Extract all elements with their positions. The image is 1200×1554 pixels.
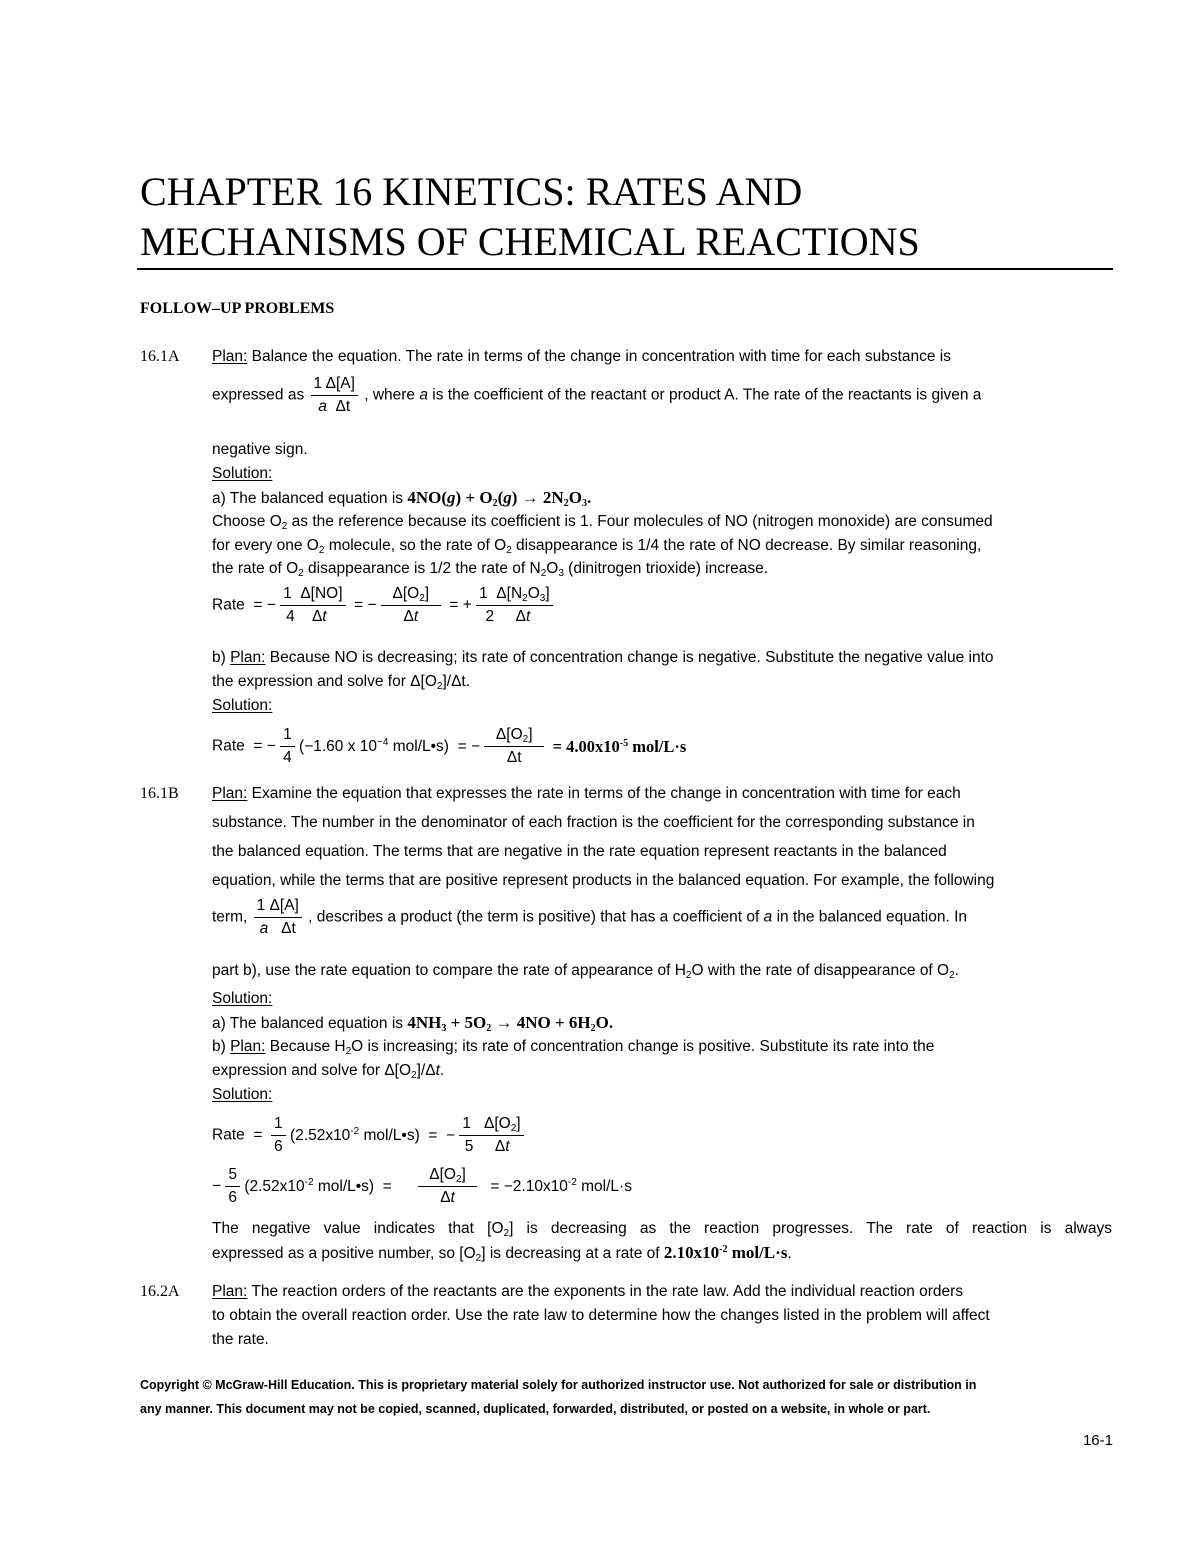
plan-label-16-2a: Plan: (212, 1283, 248, 1300)
solution-label-16-1a (212, 464, 272, 484)
after-fraction-text: , where a is the coefficient of the reactant or product A. The rate of the reactants is given a (364, 386, 982, 404)
term-label: term, (212, 908, 248, 926)
plan-16-1a (212, 347, 951, 367)
frac-quarter: $\frac{1}{4}$ (280, 725, 295, 768)
b-plan-label: Plan: (230, 649, 266, 666)
copyright-line-1: Copyright © McGraw-Hill Education. This is proprietary material solely for authorized instructor use. Not authorized for sale or distribution in (140, 1378, 977, 1392)
term-line (212, 896, 967, 939)
term-fraction: $\frac{1 \Delta[A]}{\text{a Δt}}$ (254, 896, 302, 939)
problem-number-16-2a: 16.2A (140, 1283, 180, 1300)
frac-o2: $\frac{\Delta[O_2]}{\Delta t}$ (381, 584, 441, 627)
b-plan-16-1a (212, 648, 994, 668)
solution-16-1b-text: Solution: (212, 990, 273, 1007)
plan-16-1b-text-1: Examine the equation that expresses the rate in terms of the change in concentration with time for each (247, 785, 961, 802)
plan-16-2a-line-1 (212, 1282, 963, 1302)
balanced-eq-formula: $4NO(g) + O_2(g) \to 2N_2O_3$. (407, 488, 592, 509)
title-rule (137, 268, 1113, 270)
expressed-line (212, 374, 981, 417)
b-plan-line-2: the expression and solve for $\Delta[O_2]/\Delta t$. (212, 673, 471, 692)
solution-label-16-1a-b (212, 696, 272, 716)
frac-no: $\frac{1 \Delta[NO]}{4 \Delta t}$ (280, 584, 345, 627)
negative-sign-line: negative sign. (212, 441, 308, 458)
plan-16-1b-line-3: the balanced equation. The terms that are negative in the rate equation represent reactants in the balanced (212, 843, 947, 860)
b-prefix: b) (212, 649, 231, 666)
page-number: 16-1 (1082, 1432, 1113, 1449)
frac-o2-b: $\frac{\Delta[O_2]}{\Delta t}$ (484, 725, 544, 768)
balanced-eq-label: a) The balanced equation is (212, 490, 408, 507)
solution-16-1b-b-text: Solution: (212, 1086, 273, 1103)
b-plan-text: Because NO is decreasing; its rate of concentration change is negative. Substitute the negative value into (265, 649, 994, 666)
balanced-eq-formula-b: $4NH_3 + 5O_2 \to 4NO + 6H_2O$. (407, 1013, 614, 1034)
rate-label-3: Rate (212, 1126, 245, 1144)
plan-16-1b-line-2: substance. The number in the denominator of each fraction is the coefficient for the corresponding substance in (212, 814, 975, 831)
rate-label-2: Rate (212, 737, 245, 755)
plan-16-2a-text: The reaction orders of the reactants are the exponents in the rate law. Add the individual reaction orders (247, 1283, 964, 1300)
rate-fraction (311, 374, 358, 417)
problem-number-16-1a: 16.1A (140, 348, 180, 365)
frac-sixth: $\frac{1}{6}$ (271, 1114, 286, 1157)
problem-number-16-1b: 16.1B (140, 785, 179, 802)
b-plan-16-1b-line-2: expression and solve for $\Delta[O_2]/\Delta t$. (212, 1062, 445, 1081)
balanced-equation-a (212, 488, 591, 509)
b-prefix-b: b) (212, 1038, 231, 1055)
fraction-numerator: 1 Δ[A] (311, 374, 358, 396)
part-b-line: part b), use the rate equation to compare the rate of appearance of $H_2O$ with the rate of disappearance of $O_2$. (212, 962, 959, 981)
plan-text: Balance the equation. The rate in terms of the change in concentration with time for each substance is (247, 348, 951, 365)
b-plan-label-b: Plan: (230, 1038, 266, 1055)
plan-label: Plan: (212, 348, 248, 365)
choose-line-3: the rate of $O_2$ disappearance is 1/2 the rate of $N_2O_3$ (dinitrogen trioxide) increase. (212, 560, 769, 579)
frac-o2-c: $\frac{\Delta[O_2]}{\Delta t}$ (418, 1165, 478, 1208)
balanced-equation-16-1b (212, 1013, 613, 1034)
result-16-1a: = $4.00x10^{-5}$ mol/L·s (548, 736, 687, 756)
plan-label-16-1b: Plan: (212, 785, 248, 802)
frac-fifth-o2: $\frac{1 \Delta[O_2]}{5 \Delta t}$ (459, 1114, 523, 1157)
chapter-title-line-2: MECHANISMS OF CHEMICAL REACTIONS (140, 219, 920, 264)
chapter-title-line-1: CHAPTER 16 KINETICS: RATES AND (140, 169, 803, 214)
negative-value-line-2: expressed as a positive number, so $[O_2]$ is decreasing at a rate of $2.10x10^{-2}$ mol/L·s. (212, 1243, 792, 1264)
solution-label-16-1b-b (212, 1085, 272, 1105)
fraction-denominator: a Δt (318, 398, 351, 415)
rate-equation-1: Rate = − $\frac{1 \Delta[NO]}{4 \Delta t}$ = − $\frac{\Delta[O_2]}{\Delta t}$ = + $\frac{1 \Delta[N_2O_3]}{2 \Delta t}$ (212, 584, 553, 627)
negative-value-line-1: The negative value indicates that $[O_2]$ is decreasing as the reaction progresses. The rate of reaction is always (212, 1220, 1112, 1239)
rate-equation-2: Rate = − $\frac{1}{4}$ (−1.60 x $10^{-4}$ mol/L•s) = − $\frac{\Delta[O_2]}{\Delta t}$ = $4.00x10^{-5}$ mol/L·s (212, 726, 687, 766)
copyright-line-2: any manner. This document may not be copied, scanned, duplicated, forwarded, distributed, or posted on a website, in whole or part. (140, 1402, 931, 1416)
solution-label-16-1b (212, 989, 272, 1009)
rate-label: Rate (212, 596, 245, 614)
section-heading: FOLLOW–UP PROBLEMS (140, 300, 335, 317)
plan-16-1b-line-1 (212, 784, 961, 804)
choose-line-1: Choose $O_2$ as the reference because its coefficient is 1. Four molecules of NO (nitrogen monoxide) are consumed (212, 513, 993, 532)
result-16-1b: = $-2.10x10^{-2}$ mol/L·s (481, 1176, 632, 1195)
plan-16-2a-line-3: the rate. (212, 1331, 269, 1348)
term-after-text: , describes a product (the term is positive) that has a coefficient of a in the balanced equation. In (308, 908, 968, 926)
solution-text: Solution: (212, 465, 273, 482)
plan-16-2a-line-2: to obtain the overall reaction order. Use the rate law to determine how the changes listed in the problem will affect (212, 1307, 990, 1324)
choose-line-2: for every one $O_2$ molecule, so the rate of $O_2$ disappearance is 1/4 the rate of NO decrease. By similar reasoning, (212, 537, 982, 556)
expressed-label: expressed as (212, 386, 305, 404)
balanced-eq-label-b: a) The balanced equation is (212, 1015, 408, 1032)
solution-b-text: Solution: (212, 697, 273, 714)
b-plan-16-1b (212, 1037, 934, 1057)
b-plan-text-b: Because $H_2O$ is increasing; its rate of concentration change is positive. Substitute its rate into the (265, 1038, 935, 1057)
rate-equation-4: − $\frac{5}{6}$ ($2.52x10^{-2}$ mol/L•s) = $\frac{\Delta[O_2]}{\Delta t}$ = $-2.10x10^{-2}$ mol/L·s (212, 1166, 632, 1206)
rate-equation-3: Rate = $\frac{1}{6}$ ($2.52x10^{-2}$ mol/L•s) = − $\frac{1 \Delta[O_2]}{5 \Delta t}$ (212, 1114, 524, 1157)
plan-16-1b-line-4: equation, while the terms that are positive represent products in the balanced equation. For example, the following (212, 872, 995, 889)
frac-n2o3: $\frac{1 \Delta[N_2O_3]}{2 \Delta t}$ (476, 584, 553, 627)
frac-five-sixths: $\frac{5}{6}$ (225, 1165, 240, 1208)
